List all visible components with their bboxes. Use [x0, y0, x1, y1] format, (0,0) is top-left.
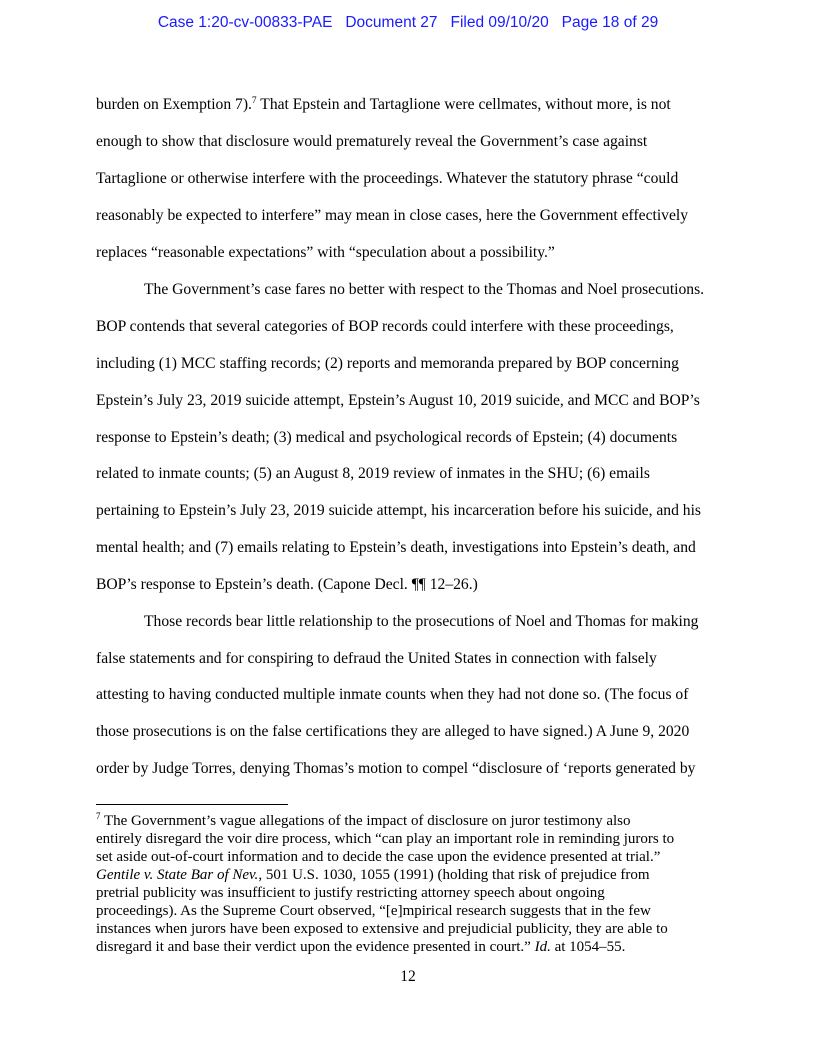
footnote-line: proceedings). As the Supreme Court observed, “[e]mpirical research suggests that in the few: [96, 903, 651, 919]
filed-date: Filed 09/10/20: [450, 14, 549, 31]
text-line: response to Epstein’s death; (3) medical and psychological records of Epstein; (4) documents: [96, 429, 678, 446]
footnote-line: pretrial publicity was insufficient to justify restricting attorney speech about ongoing: [96, 885, 605, 901]
document-number: Document 27: [345, 14, 438, 31]
text-line: The Government’s case fares no better with respect to the Thomas and Noel prosecutions.: [144, 281, 705, 298]
text-line: reasonably be expected to interfere” may mean in close cases, here the Government effectively: [96, 207, 688, 224]
footnote-number: 7: [96, 811, 101, 821]
text-span: at 1054–55.: [550, 939, 626, 955]
text-line: [96, 96, 671, 114]
footnote-line: [96, 867, 650, 884]
text-span: , 501 U.S. 1030, 1055 (1991) (holding that risk of prejudice from: [258, 867, 650, 883]
text-line: Tartaglione or otherwise interfere with the proceedings. Whatever the statutory phrase “could: [96, 170, 679, 187]
ecf-header: [0, 14, 816, 32]
footnote-line: set aside out-of-court information and to decide the case upon the evidence presented at trial.”: [96, 849, 661, 865]
footnote-line: entirely disregard the voir dire process, which “can play an important role in reminding jurors to: [96, 831, 675, 847]
id-citation: Id.: [534, 939, 551, 955]
text-line: those prosecutions is on the false certifications they are alleged to have signed.) A June 9, 2020: [96, 723, 690, 740]
text-line: enough to show that disclosure would prematurely reveal the Government’s case against: [96, 133, 648, 150]
text-line: replaces “reasonable expectations” with “speculation about a possibility.”: [96, 244, 555, 261]
text-line: false statements and for conspiring to defraud the United States in connection with falsely: [96, 650, 657, 667]
footnote-ref: 7: [251, 95, 257, 106]
case-citation: Gentile v. State Bar of Nev.: [96, 867, 259, 883]
text-line: mental health; and (7) emails relating to Epstein’s death, investigations into Epstein’s death, and: [96, 539, 696, 556]
text-line: attesting to having conducted multiple inmate counts when they had not done so. (The focus of: [96, 686, 689, 703]
case-number: Case 1:20-cv-00833-PAE: [157, 14, 333, 31]
page-number: 12: [400, 968, 416, 985]
footnote-divider: [96, 804, 288, 805]
text-span: The Government’s vague allegations of the impact of disclosure on juror testimony also: [100, 813, 631, 829]
text-line: BOP’s response to Epstein’s death. (Capone Decl. ¶¶ 12–26.): [96, 576, 478, 593]
footnote-line: [96, 813, 631, 830]
text-line: Epstein’s July 23, 2019 suicide attempt, Epstein’s August 10, 2019 suicide, and MCC and BOP’s: [96, 392, 700, 409]
text-line: Those records bear little relationship to the prosecutions of Noel and Thomas for making: [144, 613, 699, 630]
text-line: BOP contends that several categories of BOP records could interfere with these proceedings,: [96, 318, 674, 335]
text-line: order by Judge Torres, denying Thomas’s motion to compel “disclosure of ‘reports generated by: [96, 760, 696, 777]
text-line: related to inmate counts; (5) an August 8, 2019 review of inmates in the SHU; (6) emails: [96, 465, 650, 482]
text-span: disregard it and base their verdict upon the evidence presented in court.”: [96, 939, 535, 955]
footnote-line: [96, 939, 625, 956]
text-line: pertaining to Epstein’s July 23, 2019 suicide attempt, his incarceration before his suicide, and his: [96, 502, 701, 519]
text-span: That Epstein and Tartaglione were cellmates, without more, is not: [256, 96, 671, 113]
footnote-line: instances when jurors have been exposed to extensive and prejudicial publicity, they are able to: [96, 921, 668, 937]
text-span: burden on Exemption 7).: [96, 96, 252, 113]
page-count: Page 18 of 29: [561, 14, 659, 31]
text-line: including (1) MCC staffing records; (2) reports and memoranda prepared by BOP concerning: [96, 355, 679, 372]
